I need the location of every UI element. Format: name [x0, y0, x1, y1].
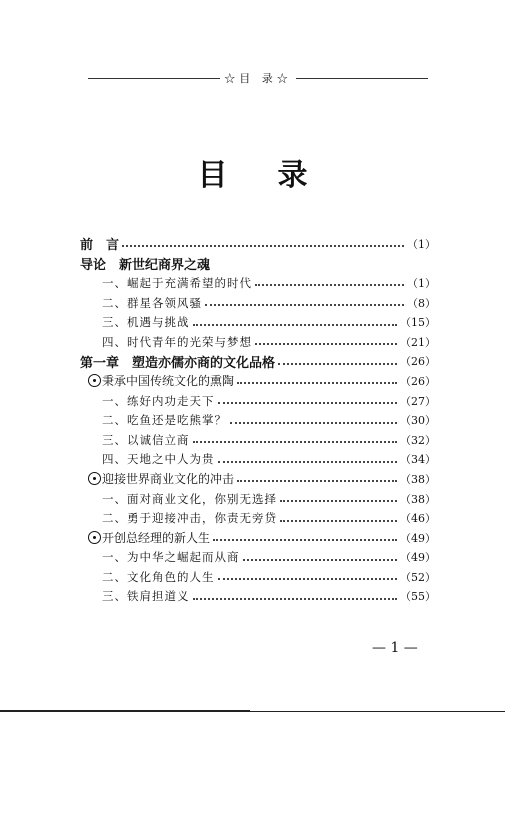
toc-entry-label: 四、天地之中人为贵 [102, 452, 215, 467]
toc-entry[interactable] [80, 489, 436, 509]
toc-entry-label: 秉承中国传统文化的熏陶 [102, 374, 235, 389]
toc-entry[interactable] [80, 410, 436, 430]
dot-leader [193, 440, 398, 443]
toc-entry[interactable] [80, 469, 436, 489]
page-title: 目录 [197, 158, 358, 193]
running-header [88, 70, 428, 86]
toc-entry-page: （55） [400, 590, 436, 604]
toc-entry-label: 迎接世界商业文化的冲击 [102, 472, 235, 487]
toc-entry-page: （8） [407, 296, 436, 310]
toc-entry-page: （1） [407, 276, 436, 290]
toc-entry-page: （38） [400, 492, 436, 506]
dot-leader [237, 479, 397, 482]
toc-entry[interactable] [80, 587, 436, 607]
dot-leader [280, 519, 397, 522]
toc-entry-label: 一、练好内功走天下 [102, 393, 215, 408]
toc-entry-label: 二、勇于迎接冲击，你责无旁贷 [102, 511, 277, 526]
header-rule-right [296, 78, 428, 79]
toc-entry-label: 三、机遇与挑战 [102, 315, 190, 330]
header-text: ☆目 录☆ [224, 72, 292, 85]
toc-entry[interactable] [80, 548, 436, 568]
toc-entry-page: （38） [400, 472, 436, 486]
circle-dot-icon [88, 531, 101, 544]
toc-entry[interactable] [80, 332, 436, 352]
toc-entry[interactable] [80, 312, 436, 332]
toc-entry-page: （15） [400, 316, 436, 330]
toc-entry[interactable] [80, 508, 436, 528]
toc-entry-page: （30） [400, 414, 436, 428]
dot-leader [243, 558, 398, 561]
toc-entry-label: 四、时代青年的光荣与梦想 [102, 334, 252, 349]
dot-leader [218, 577, 398, 580]
toc-entry-label: 导论 新世纪商界之魂 [80, 257, 211, 273]
dot-leader [193, 323, 398, 326]
toc-entry-label: 前 言 [80, 238, 120, 254]
toc-entry[interactable] [80, 450, 436, 470]
toc-entry[interactable] [80, 371, 436, 391]
dot-leader [122, 244, 404, 247]
dot-leader [230, 421, 397, 424]
toc-entry[interactable] [80, 391, 436, 411]
toc-entry[interactable] [80, 273, 436, 293]
toc-entry-page: （1） [407, 237, 436, 251]
toc-entry-label: 一、崛起于充满希望的时代 [102, 275, 252, 290]
dot-leader [193, 597, 398, 600]
toc-entry-page: （46） [400, 512, 436, 526]
toc-entry[interactable] [80, 430, 436, 450]
toc-entry-page: （26） [400, 374, 436, 388]
circle-dot-icon [88, 472, 101, 485]
toc-entry-page: （49） [400, 551, 436, 565]
toc-entry-label: 一、为中华之崛起而从商 [102, 550, 240, 565]
page-number: — 1 — [372, 640, 418, 656]
toc-entry-page: （52） [400, 570, 436, 584]
header-rule-left [88, 78, 220, 79]
toc-entry-label: 二、吃鱼还是吃熊掌？ [102, 413, 227, 428]
dot-leader [278, 362, 397, 365]
table-of-contents [80, 234, 436, 606]
toc-entry[interactable] [80, 254, 436, 274]
toc-entry[interactable] [80, 352, 436, 372]
toc-entry-label: 二、文化角色的人生 [102, 569, 215, 584]
toc-entry-label: 第一章 塑造亦儒亦商的文化品格 [80, 355, 276, 371]
toc-entry-label: 开创总经理的新人生 [102, 531, 211, 546]
toc-entry-page: （21） [400, 335, 436, 349]
dot-leader [213, 538, 397, 541]
dot-leader [218, 460, 398, 463]
dot-leader [205, 303, 404, 306]
toc-entry-label: 三、铁肩担道义 [102, 589, 190, 604]
toc-entry[interactable] [80, 567, 436, 587]
toc-entry-label: 三、以诚信立商 [102, 432, 190, 447]
dot-leader [280, 499, 397, 502]
toc-entry-label: 一、面对商业文化，你别无选择 [102, 491, 277, 506]
dot-leader [237, 381, 397, 384]
dot-leader [255, 283, 404, 286]
toc-entry[interactable] [80, 234, 436, 254]
toc-entry-page: （27） [400, 394, 436, 408]
dot-leader [255, 342, 397, 345]
toc-entry[interactable] [80, 528, 436, 548]
toc-entry-label: 二、群星各领风骚 [102, 295, 202, 310]
toc-entry-page: （26） [400, 355, 436, 369]
toc-entry-page: （32） [400, 433, 436, 447]
dot-leader [218, 401, 398, 404]
circle-dot-icon [88, 374, 101, 387]
toc-entry[interactable] [80, 293, 436, 313]
toc-entry-page: （49） [400, 531, 436, 545]
bottom-rule [0, 711, 505, 712]
toc-entry-page: （34） [400, 453, 436, 467]
